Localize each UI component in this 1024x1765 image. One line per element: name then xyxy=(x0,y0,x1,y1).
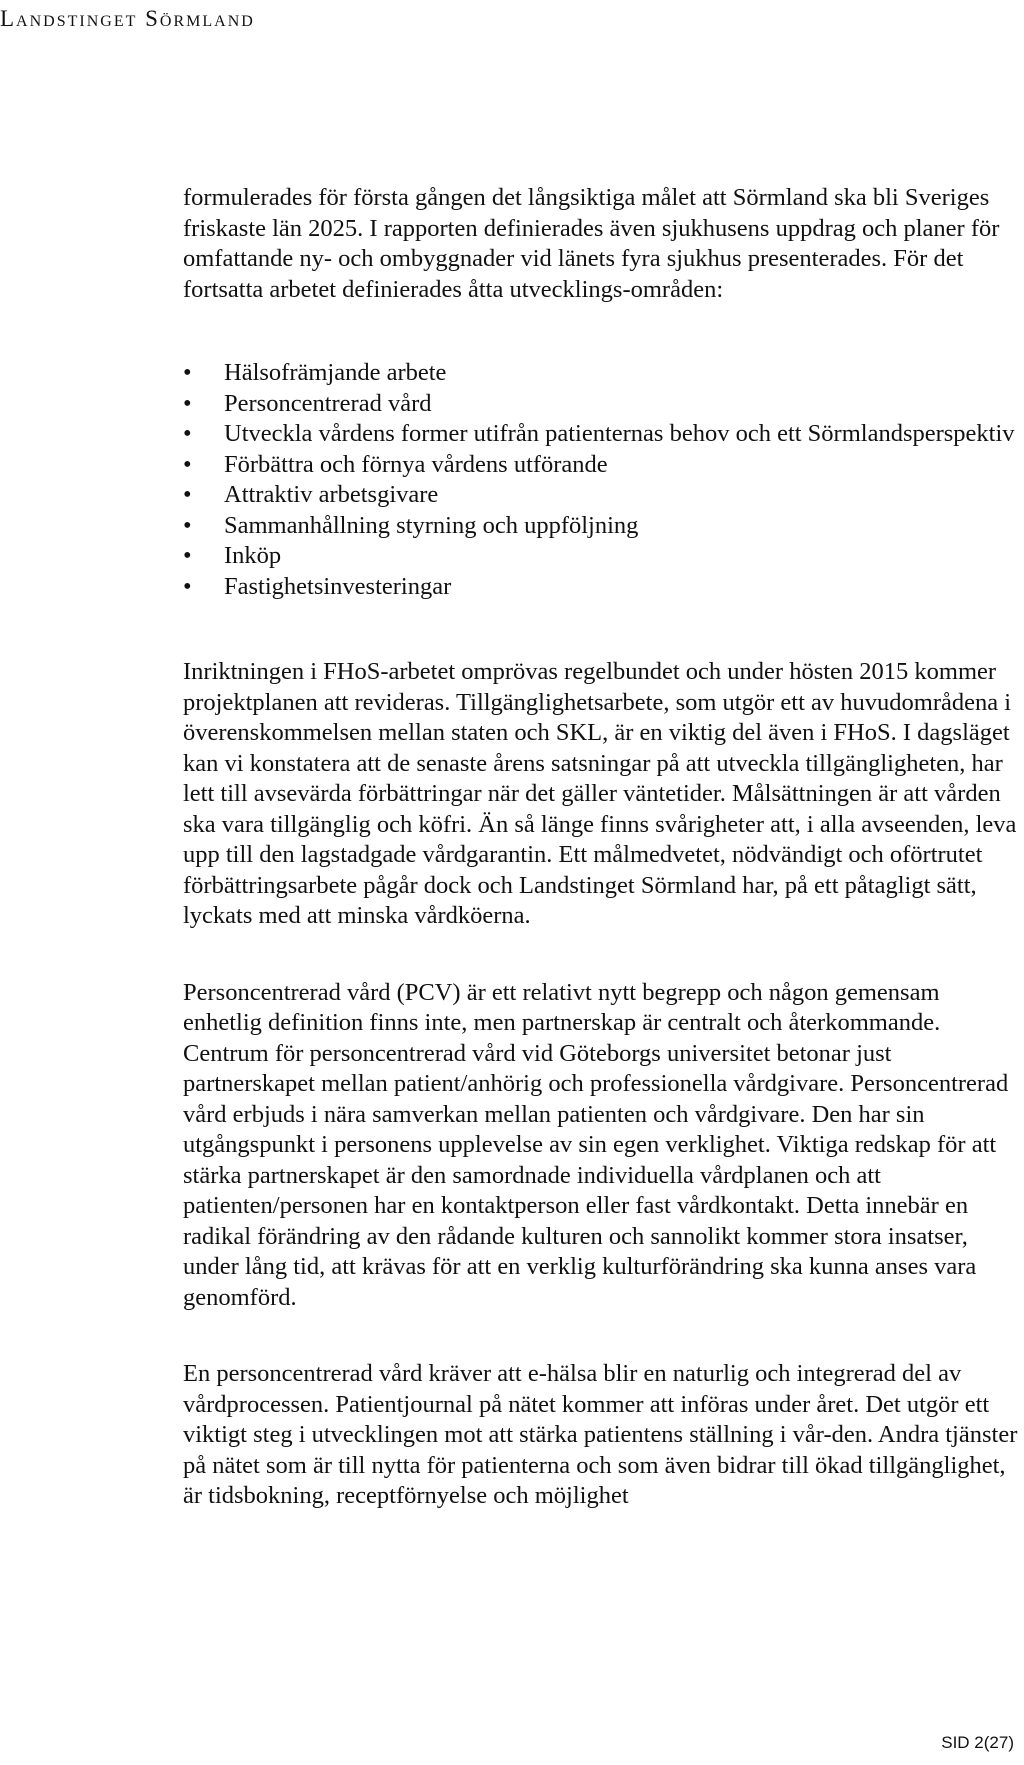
list-item xyxy=(183,572,1018,603)
list-item-text: Inköp xyxy=(224,542,282,569)
list-item-text: Förbättra och förnya vårdens utförande xyxy=(224,450,608,478)
bullet-icon: • xyxy=(183,542,192,569)
paragraph-ehealth: En personcentrerad vård kräver att e-hälsa blir en naturlig och integrerad del av vårdprocessen. Patientjournal på nätet kommer att införas under året. Det utgör ett viktigt steg i utvecklingen mot att stärka patientens ställning i vår-den. Andra tjänster på nätet som är till nytta för patienterna och som även bidrar till ökad tillgänglighet, är tidsbokning, receptförnyelse och möjlighet xyxy=(183,1360,1018,1509)
list-item xyxy=(183,480,1018,511)
bullet-icon: • xyxy=(183,481,192,508)
list-item xyxy=(183,358,1018,389)
list-item-text: Sammanhållning styrning och uppföljning xyxy=(224,511,639,539)
list-item-text: Attraktiv arbetsgivare xyxy=(224,481,439,508)
bullet-icon: • xyxy=(183,511,192,539)
list-item xyxy=(183,511,1018,542)
intro-paragraph: formulerades för första gången det långsiktiga målet att Sörmland ska bli Sveriges friskaste län 2025. I rapporten definierades även sjukhusens uppdrag och planer för omfattande ny- och ombyggnader vid länets fyra sjukhus presenterades. För det fortsatta arbetet definierades åtta utvecklings-områden: xyxy=(183,184,1000,303)
document-body xyxy=(183,183,1018,1512)
paragraph-person-centred-care: Personcentrerad vård (PCV) är ett relativt nytt begrepp och någon gemensam enhetlig definition finns inte, men partnerskap är centralt och återkommande. Centrum för personcentrerad vård vid Göteborgs universitet betonar just partnerskapet mellan patient/anhörig och professionella vårdgivare. Personcentrerad vård erbjuds i nära samverkan mellan patienten och vårdgivare. Den har sin utgångspunkt i personens upplevelse av sin egen verklighet. Viktiga redskap för att stärka partnerskapet är den samordnade individuella vårdplanen och att patienten/personen har en kontaktperson eller fast vårdkontakt. Detta innebär en radikal förändring av den rådande kulturen och sannolikt kommer stora insatser, under lång tid, att krävas för att en verklig kulturförändring ska kunna anses vara genomförd. xyxy=(183,978,1009,1311)
list-item xyxy=(183,450,1018,481)
list-item-text: Personcentrerad vård xyxy=(224,389,432,417)
list-item xyxy=(183,541,1018,572)
list-item-text: Hälsofrämjande arbete xyxy=(224,359,447,386)
page-number: SID 2(27) xyxy=(941,1733,1014,1752)
list-item xyxy=(183,419,1018,450)
paragraph-accessibility: Inriktningen i FHoS-arbetet omprövas regelbundet och under hösten 2015 kommer projektplanen att revideras. Tillgänglighetsarbete, som utgör ett av huvudområdena i överenskommelsen mellan staten och SKL, är en viktig del även i FHoS. I dagsläget kan vi konstatera att de senaste årens satsningar på att utveckla tillgängligheten, har lett till avsevärda förbättringar när det gäller väntetider. Målsättningen är att vården ska vara tillgänglig och köfri. Än så länge finns svårigheter att, i alla avseenden, leva upp till den lagstadgade vårdgarantin. Ett målmedvetet, nödvändigt och oförtrutet förbättringsarbete pågår dock och Landstinget Sörmland har, på ett påtagligt sätt, lyckats med att minska vårdköerna. xyxy=(183,658,1017,929)
development-areas-list xyxy=(183,358,1018,602)
bullet-icon: • xyxy=(183,359,192,386)
bullet-icon: • xyxy=(183,420,192,447)
bullet-icon: • xyxy=(183,389,192,417)
bullet-icon: • xyxy=(183,450,192,478)
list-item xyxy=(183,389,1018,420)
list-item-text: Fastighetsinvesteringar xyxy=(224,572,452,600)
list-item-text: Utveckla vårdens former utifrån patienternas behov och ett Sörmlandsperspektiv xyxy=(224,420,1015,447)
page-header-organization: Landstinget Sörmland xyxy=(0,6,255,31)
bullet-icon: • xyxy=(183,572,192,600)
